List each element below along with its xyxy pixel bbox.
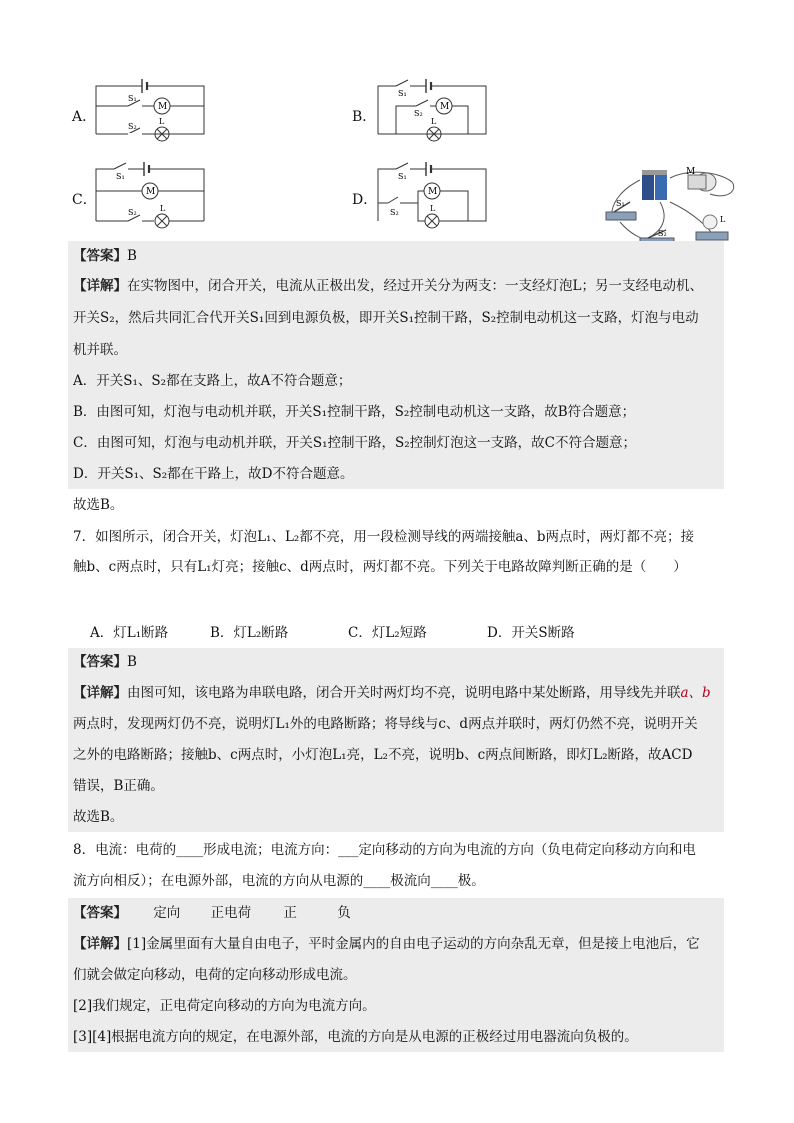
answer-1: 定向 (153, 905, 181, 921)
q8-detail-line-4: [3][4]根据电流方向的规定，在电源外部，电流的方向是从电源的正极经过用电器流向负极的。 (73, 1029, 638, 1045)
detail-tag: 【详解】 (73, 278, 127, 294)
q8-stem-line-1: 8．电流：电荷的____形成电流；电流方向：___定向移动的方向为电流的方向（负电荷定向移动方向和电 (73, 842, 696, 858)
switch-s1-label: S₁ (116, 172, 125, 181)
motor-label: M (428, 187, 438, 197)
detail-tag: 【详解】 (73, 936, 127, 952)
switch-s2-label: S₂ (128, 208, 137, 217)
q7-detail-line-4: 错误，B正确。 (73, 778, 164, 794)
answer-value: B (127, 248, 137, 264)
q7-option-c: C．灯L₂短路 (348, 625, 427, 641)
q6-detail-line-3: 机并联。 (73, 342, 127, 358)
lamp-label: L (431, 117, 437, 126)
answer-2: 正电荷 (210, 905, 252, 921)
q7-option-b: B．灯L₂断路 (210, 625, 289, 641)
circuit-diagram-d (374, 157, 494, 237)
q7-answer-line (73, 652, 723, 672)
circuit-diagram-c (92, 157, 212, 237)
answer-tag: 【答案】 (73, 248, 127, 264)
lamp-label: L (430, 204, 436, 213)
q8-answer-line (73, 903, 723, 923)
motor-label: M (146, 187, 156, 197)
q7-solution-panel (68, 648, 724, 832)
q8-detail-line-3: [2]我们规定，正电荷定向移动的方向为电流方向。 (73, 998, 376, 1014)
q6-analysis-c: C．由图可知，灯泡与电动机并联，开关S₁控制干路，S₂控制灯泡这一支路，故C不符合题意； (73, 435, 636, 451)
lamp-label: L (720, 215, 726, 224)
detail-tag: 【详解】 (73, 685, 127, 701)
point-labels: a、b (680, 685, 711, 701)
detail-text: [1]金属里面有大量自由电子，平时金属内的自由电子运动的方向杂乱无章，但是接上电池后，它 (127, 936, 700, 952)
q7-stem-line-1: 7．如图所示，闭合开关，灯泡L₁、L₂都不亮，用一段检测导线的两端接触a、b两点时，两灯都不亮；接 (73, 529, 695, 545)
q6-detail-line-1 (73, 276, 723, 296)
q8-detail-line-2: 们就会做定向移动，电荷的定向移动形成电流。 (73, 967, 357, 983)
q6-detail-line-2: 开关S₂，然后共同汇合代开关S₁回到电源负极，即开关S₁控制干路，S₂控制电动机这一支路，灯泡与电动 (73, 310, 699, 326)
detail-text: 由图可知，该电路为串联电路，闭合开关时两灯均不亮，说明电路中某处断路，用导线先并联 (127, 685, 681, 701)
q6-analysis-b: B．由图可知，灯泡与电动机并联，开关S₁控制干路，S₂控制电动机这一支路，故B符合题意； (73, 404, 636, 420)
q6-analysis-a: A．开关S₁、S₂都在支路上，故A不符合题意； (73, 373, 352, 389)
q6-analysis-d: D．开关S₁、S₂都在干路上，故D不符合题意。 (73, 466, 354, 482)
switch-s2-label: S₂ (414, 109, 423, 118)
option-a-label: A． (72, 109, 97, 125)
answer-4: 负 (337, 905, 351, 921)
switch-s1-label: S₁ (398, 89, 407, 98)
answer-tag: 【答案】 (73, 654, 127, 670)
q8-stem-line-2: 流方向相反）；在电源外部，电流的方向从电源的____极流向____极。 (73, 873, 485, 889)
q7-detail-line-3: 之外的电路断路；接触b、c两点时，小灯泡L₁亮，L₂不亮，说明b、c两点间断路，即灯L₂断路，故ACD (73, 747, 693, 763)
switch-s2-label: S₂ (658, 229, 667, 238)
switch-s1-label: S₁ (398, 172, 407, 181)
option-b-label: B． (352, 109, 377, 125)
lamp-label: L (159, 117, 165, 126)
option-d-label: D． (352, 192, 378, 208)
switch-s2-label: S₂ (390, 208, 399, 217)
q6-answer-line (73, 246, 723, 266)
answer-value: B (127, 654, 137, 670)
q7-option-d: D．开关S断路 (487, 625, 575, 641)
q7-detail-line-1 (73, 683, 723, 703)
lamp-label: L (160, 204, 166, 213)
answer-3: 正 (283, 905, 297, 921)
answer-tag: 【答案】 (73, 905, 127, 921)
switch-s2-label: S₂ (128, 122, 137, 131)
q6-conclusion: 故选B。 (73, 497, 124, 513)
circuit-diagram-b (374, 74, 494, 150)
circuit-diagram-a (92, 74, 212, 150)
switch-s1-label: S₁ (128, 94, 137, 103)
motor-label: M (440, 102, 450, 112)
q7-conclusion: 故选B。 (73, 809, 124, 825)
q7-option-a: A．灯L₁断路 (90, 625, 169, 641)
detail-text: 在实物图中，闭合开关，电流从正极出发，经过开关分为两支：一支经灯泡L；另一支经电动机、 (127, 278, 703, 294)
switch-s1-label: S₁ (616, 199, 625, 208)
option-c-label: C． (72, 192, 97, 208)
q8-detail-line-1 (73, 934, 723, 954)
motor-label: M (158, 102, 168, 112)
q7-stem-line-2: 触b、c两点时，只有L₁灯亮；接触c、d两点时，两灯都不亮。下列关于电路故障判断正确的是（ ） (73, 559, 687, 575)
q7-detail-line-2: 两点时，发现两灯仍不亮，说明灯L₁外的电路断路；将导线与c、d两点并联时，两灯仍然不亮，说明开关 (73, 716, 698, 732)
motor-label: M (686, 167, 696, 177)
